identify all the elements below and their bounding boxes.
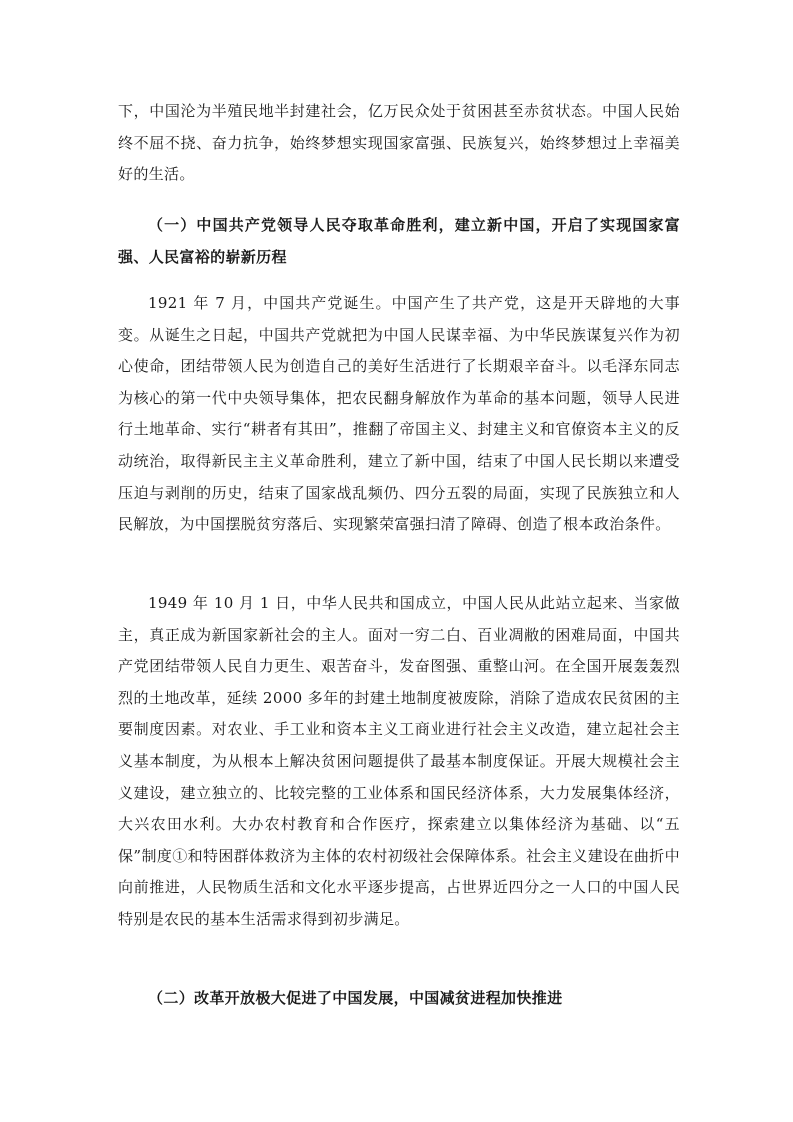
section-heading-two: （二）改革开放极大促进了中国发展，中国减贫进程加快推进 — [148, 989, 563, 1007]
section-heading-one: （一）中国共产党领导人民夺取革命胜利，建立新中国，开启了实现国家富强、人民富裕的崭新历程 — [118, 216, 680, 266]
intro-paragraph: 下，中国沦为半殖民地半封建社会，亿万民众处于贫困甚至赤贫状态。中国人民始终不屈不挠、奋力抗争，始终梦想实现国家富强、民族复兴，始终梦想过上幸福美好的生活。 — [118, 102, 680, 184]
body-paragraph-1949: 1949 年 10 月 1 日，中华人民共和国成立，中国人民从此站立起来、当家做主，真正成为新国家新社会的主人。面对一穷二白、百业凋敝的困难局面，中国共产党团结带领人民自力更生、艰苦奋斗，发奋图强、重整山河。在全国开展轰轰烈烈的土地改革，延续 2000 多年的封建土地制度被废除，消除了造成农民贫困的主要制度因素。对农业、手工业和资本主义工商业进行社会主义改造，建立起社会主义基本制度，为从根本上解决贫困问题提供了最基本制度保证。开展大规模社会主义建设，建立独立的、比较完整的工业体系和国民经济体系，大力发展集体经济，大兴农田水利。大办农村教育和合作医疗，探索建立以集体经济为基础、以“五保”制度①和特困群体救济为主体的农村初级社会保障体系。社会主义建设在曲折中向前推进，人民物质生活和文化水平逐步提高，占世界近四分之一人口的中国人民特别是农民的基本生活需求得到初步满足。 — [118, 594, 680, 928]
body-paragraph-1921: 1921 年 7 月，中国共产党诞生。中国产生了共产党，这是开天辟地的大事变。从诞生之日起，中国共产党就把为中国人民谋幸福、为中华民族谋复兴作为初心使命，团结带领人民为创造自己的美好生活进行了长期艰辛奋斗。以毛泽东同志为核心的第一代中央领导集体，把农民翻身解放作为革命的基本问题，领导人民进行土地革命、实行“耕者有其田”，推翻了帝国主义、封建主义和官僚资本主义的反动统治，取得新民主主义革命胜利，建立了新中国，结束了中国人民长期以来遭受压迫与剥削的历史，结束了国家战乱频仍、四分五裂的局面，实现了民族独立和人民解放，为中国摆脱贫穷落后、实现繁荣富强扫清了障碍、创造了根本政治条件。 — [118, 294, 680, 534]
